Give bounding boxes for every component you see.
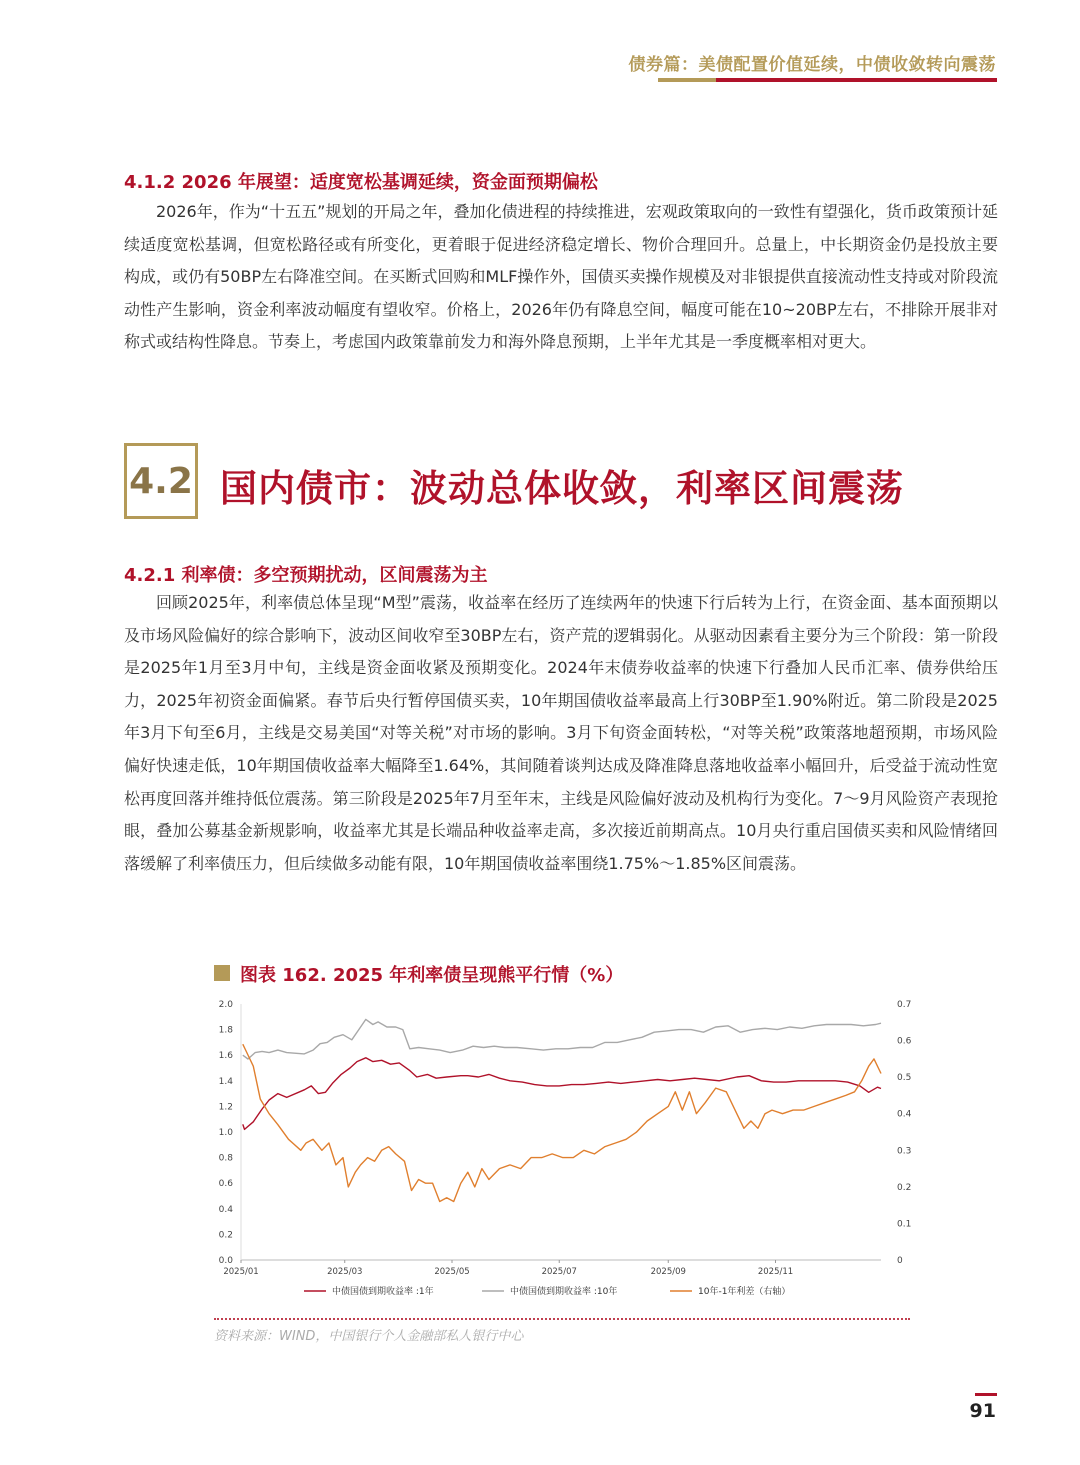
page-number: 91	[969, 1400, 996, 1422]
y-right-tick-label: 0.5	[897, 1073, 912, 1084]
y-left-tick-label: 0.6	[218, 1179, 233, 1190]
y-left-tick-label: 1.8	[218, 1025, 233, 1036]
y-left-tick-label: 2.0	[218, 1000, 233, 1010]
y-left-tick-label: 0.0	[218, 1256, 233, 1266]
section-title: 国内债市：波动总体收敛，利率区间震荡	[220, 467, 904, 510]
x-tick-label: 2025/03	[327, 1267, 363, 1277]
y-left-tick-label: 0.8	[218, 1153, 233, 1164]
y-left-tick-label: 1.2	[218, 1102, 233, 1113]
subsection-heading-412: 4.1.2 2026 年展望：适度宽松基调延续，资金面预期偏松	[124, 172, 598, 193]
y-left-tick-label: 1.4	[218, 1076, 233, 1087]
x-tick-label: 2025/01	[223, 1267, 259, 1277]
figure-marker	[214, 965, 230, 981]
y-left-tick-label: 0.2	[218, 1230, 233, 1241]
series-spread-line	[243, 1044, 881, 1201]
y-left-tick-label: 0.4	[218, 1204, 233, 1215]
page-number-rule	[975, 1393, 997, 1396]
y-right-tick-label: 0.1	[897, 1219, 912, 1230]
line-chart	[208, 992, 914, 1312]
x-tick-label: 2025/07	[541, 1267, 577, 1277]
y-left-tick-label: 1.6	[218, 1051, 233, 1062]
header-rule-red	[716, 78, 997, 82]
source-rule	[214, 1318, 910, 1320]
y-right-tick-label: 0	[897, 1256, 903, 1266]
series-10y-line	[243, 1019, 881, 1059]
y-right-tick-label: 0.4	[897, 1109, 912, 1120]
legend-label: 中债国债到期收益率 :1年	[332, 1287, 434, 1297]
paragraph-412: 2026年，作为“十五五”规划的开局之年，叠加化债进程的持续推进，宏观政策取向的一致性有望强化，货币政策预计延续适度宽松基调，但宽松路径或有所变化，更着眼于促进经济稳定增长、物价合理回升。总量上，中长期资金仍是投放主要构成，或仍有50BP左右降准空间。在买断式回购和MLF操作外，国债买卖操作规模及对非银提供直接流动性支持或对阶段流动性产生影响，资金利率波动幅度有望收窄。价格上，2026年仍有降息空间，幅度可能在10~20BP左右，不排除开展非对称式或结构性降息。节奏上，考虑国内政策靠前发力和海外降息预期，上半年尤其是一季度概率相对更大。	[124, 202, 998, 352]
legend-label: 10年-1年利差（右轴）	[698, 1287, 791, 1297]
x-tick-label: 2025/05	[434, 1267, 470, 1277]
section-number-box: 4.2	[124, 443, 198, 519]
figure-title: 图表 162. 2025 年利率债呈现熊平行情（%）	[240, 965, 624, 986]
x-tick-label: 2025/11	[757, 1267, 794, 1277]
y-right-tick-label: 0.3	[897, 1146, 912, 1157]
chart	[208, 992, 914, 1312]
paragraph-421: 回顾2025年，利率债总体呈现“M型”震荡，收益率在经历了连续两年的快速下行后转为上行，在资金面、基本面预期以及市场风险偏好的综合影响下，波动区间收窄至30BP左右，资产荒的逻辑弱化。从驱动因素看主要分为三个阶段：第一阶段是2025年1月至3月中旬，主线是资金面收紧及预期变化。2024年末债券收益率的快速下行叠加人民币汇率、债券供给压力，2025年初资金面偏紧。春节后央行暂停国债买卖，10年期国债收益率最高上行30BP至1.90%附近。第二阶段是2025年3月下旬至6月，主线是交易美国“对等关税”对市场的影响。3月下旬资金面转松，“对等关税”政策落地超预期，市场风险偏好快速走低，10年期国债收益率大幅降至1.64%，其间随着谈判达成及降准降息落地收益率小幅回升，后受益于流动性宽松再度回落并维持低位震荡。第三阶段是2025年7月至年末，主线是风险偏好波动及机构行为变化。7～9月风险资产表现抢眼，叠加公募基金新规影响，收益率尤其是长端品种收益率走高，多次接近前期高点。10月央行重启国债买卖和风险情绪回落缓解了利率债压力，但后续做多动能有限，10年期国债收益率围绕1.75%～1.85%区间震荡。	[124, 593, 998, 873]
y-right-tick-label: 0.2	[897, 1182, 912, 1193]
source-note: 资料来源：WIND，中国银行个人金融部私人银行中心	[214, 1329, 524, 1344]
subsection-heading-421: 4.2.1 利率债：多空预期扰动，区间震荡为主	[124, 565, 488, 586]
y-right-tick-label: 0.7	[897, 1000, 912, 1010]
y-right-tick-label: 0.6	[897, 1036, 912, 1047]
header-rule-gold	[658, 78, 716, 82]
series-1y-line	[243, 1058, 881, 1130]
legend-label: 中债国债到期收益率 :10年	[510, 1287, 618, 1297]
y-left-tick-label: 1.0	[218, 1128, 233, 1138]
x-tick-label: 2025/09	[650, 1267, 686, 1277]
header-title: 债券篇：美债配置价值延续，中债收敛转向震荡	[628, 55, 996, 75]
